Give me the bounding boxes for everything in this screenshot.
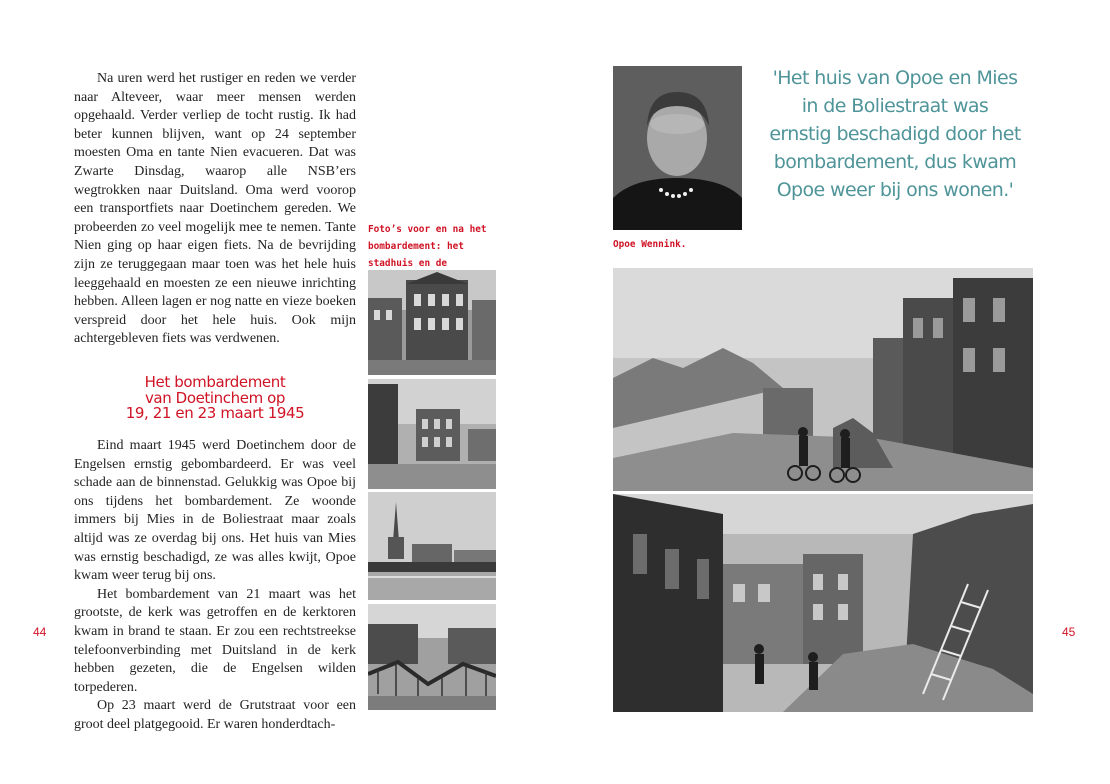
photo-town-hall-before bbox=[368, 270, 496, 375]
heading-line: van Doetinchem op bbox=[144, 388, 286, 407]
paragraph: Na uren werd het rustiger en reden we verder naar Alteveer, waar meer mensen werden opgehaald. Verder verliep de tocht rustig. Ik had beter kunnen blijven, want op 24 september moesten Oma en tante Nien evacueren. Dat was Zwarte Dinsdag, waarop alle NSB’ers wegtrokken naar Duitsland. Oma werd voorop een transportfiets naar Doetinchem gereden. We probeerden zo veel mogelijk mee te nemen. Tante Nien ging op haar eigen fiets. Na de bevrijding zijn ze teruggegaan maar toen was het hele huis leeggehaald en moesten ze een nieuwe inrichting hebben. Alleen lagen er nog natte en vieze boeken verspreid door het hele huis. Ook mijn achtergebleven fiets was verdwenen. bbox=[74, 71, 356, 347]
page-number-right: 45 bbox=[1062, 625, 1076, 639]
paragraph: Eind maart 1945 werd Doetinchem door de Engelsen ernstig gebombardeerd. Er was veel schade aan de binnenstad. Gelukkig was Opoe bij ons tijdens het bombardement. Ze woonde immers bij Mies in de Boliestraat maar zoals altijd was ze overdag bij ons. Het huis van Mies was ernstig beschadigd, ze was alles kwijt, Opoe kwam weer terug bij ons. bbox=[74, 438, 356, 584]
page-number-left: 44 bbox=[33, 625, 47, 639]
pull-quote bbox=[765, 64, 1025, 204]
quote-line: in de Boliestraat was bbox=[801, 95, 989, 117]
section-heading bbox=[74, 375, 356, 422]
photo-ijssel-bridge-after bbox=[368, 604, 496, 710]
paragraph: Het bombardement van 21 maart was het grootste, de kerk was getroffen en de kerktoren kwam in brand te staan. Er zou een rechtstreekse telefoonverbinding met Duitsland in de kerk hebben gezeten, die de Engelsen wilden torpederen. bbox=[74, 586, 356, 695]
portrait-opoe-wennink bbox=[613, 66, 742, 230]
photo-bombed-street-cyclists bbox=[613, 268, 1033, 491]
body-text-bottom bbox=[74, 437, 356, 735]
paragraph: Op 23 maart werd de Grutstraat voor een groot deel platgegooid. Er waren honderdtach- bbox=[74, 698, 356, 732]
photo-town-hall-after bbox=[368, 379, 496, 489]
quote-line: ernstig beschadigd door het bbox=[769, 123, 1021, 145]
quote-line: bombardement, dus kwam bbox=[773, 151, 1017, 173]
photo-ijssel-bridge-before bbox=[368, 492, 496, 600]
body-text-top bbox=[74, 70, 356, 349]
heading-line: 19, 21 en 23 maart 1945 bbox=[125, 404, 305, 423]
quote-line: Opoe weer bij ons wonen.' bbox=[776, 179, 1014, 201]
photo-bombed-street-rubble bbox=[613, 494, 1033, 712]
portrait-caption: Opoe Wennink. bbox=[613, 239, 687, 250]
quote-line: 'Het huis van Opoe en Mies bbox=[772, 67, 1018, 89]
heading-line: Het bombardement bbox=[144, 373, 286, 392]
photo-caption-left: Foto’s voor en na het bombardement: het stadhuis en de bbox=[368, 224, 487, 269]
